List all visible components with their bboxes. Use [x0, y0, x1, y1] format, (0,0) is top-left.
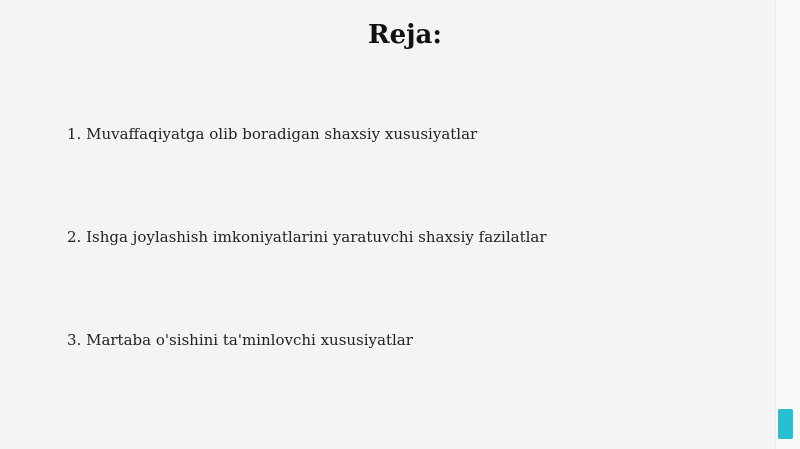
plan-item-3: 3. Martaba o'sishini ta'minlovchi xususiyatlar: [67, 331, 413, 349]
scrollbar-track[interactable]: [775, 0, 800, 449]
slide-title: Reja:: [367, 20, 442, 50]
plan-item-1: 1. Muvaffaqiyatga olib boradigan shaxsiy xususiyatlar: [67, 125, 478, 143]
scrollbar-handle[interactable]: [778, 409, 793, 439]
plan-item-2: 2. Ishga joylashish imkoniyatlarini yaratuvchi shaxsiy fazilatlar: [67, 228, 547, 246]
